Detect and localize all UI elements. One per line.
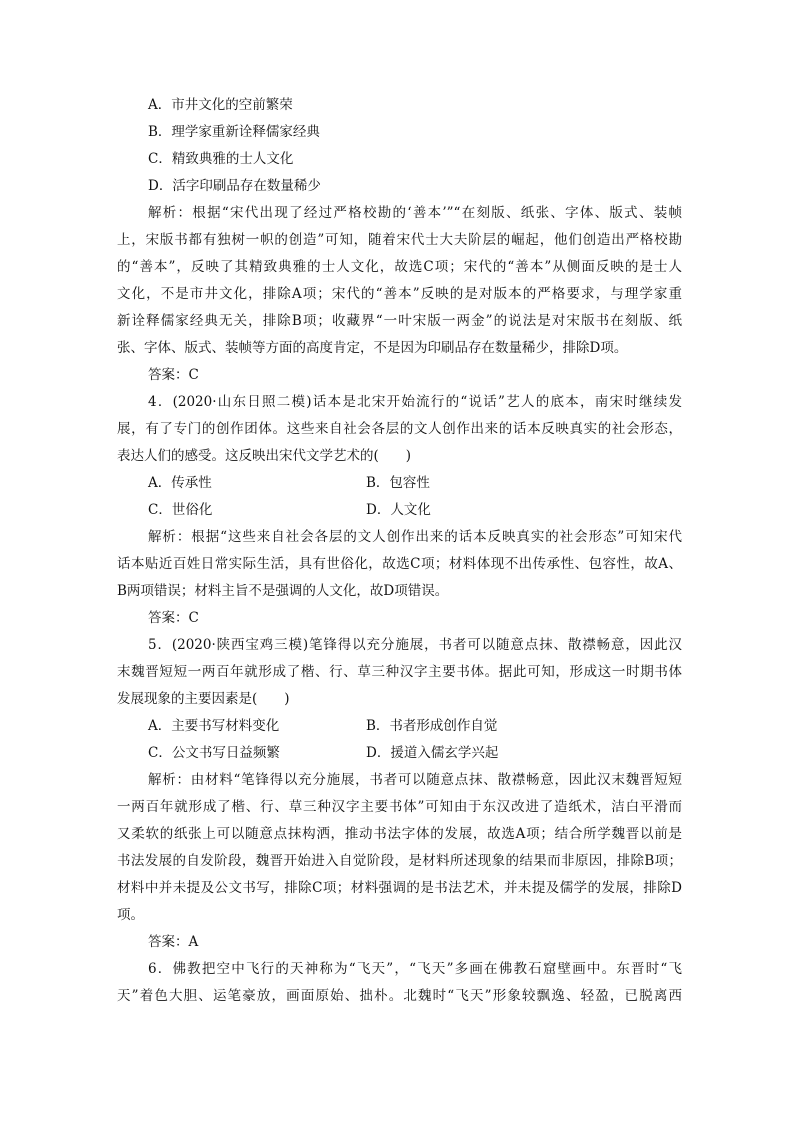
analysis-line: 项。 [117,907,144,923]
stem-line: 发展现象的主要因素是( ) [117,691,290,707]
analysis-line: 文化，不是市井文化，排除A项；宋代的“善本”反映的是对版本的严格要求，与理学家重 [117,286,682,302]
q4-answer: 答案：C [148,610,199,626]
q4-option-b: B．包容性 [366,475,430,491]
stem-line: 天”着色大胆、运笔豪放，画面原始、拙朴。北魏时“飞天”形象较飘逸、轻盈，已脱离西 [117,988,682,1004]
q5-option-b: B．书者形成创作自觉 [366,718,498,734]
analysis-line: 上，宋版书都有独树一帜的创造”可知，随着宋代士大夫阶层的崛起，他们创造出严格校勘 [117,232,682,248]
analysis-line: 解析：根据“宋代出现了经过严格校勘的‘善本’”“在刻版、纸张、字体、版式、装帧 [148,205,682,221]
analysis-line: 的“善本”，反映了其精致典雅的士人文化，故选C项；宋代的“善本”从侧面反映的是士人 [117,259,682,275]
q4-analysis [117,524,682,605]
q5-analysis [117,767,682,929]
q4-stem [117,389,682,470]
q4-option-d: D．人文化 [366,502,431,518]
analysis-line: 张、字体、版式、装帧等方面的高度肯定，不是因为印刷品存在数量稀少，排除D项。 [117,340,628,356]
q4-option-a: A．传承性 [148,475,212,491]
q5-answer: 答案：A [148,934,199,950]
q5-options-row-1 [117,713,682,740]
analysis-line: 解析：由材料“笔锋得以充分施展，书者可以随意点抹、散襟畅意，因此汉末魏晋短短 [148,772,682,788]
stem-line: 4．(2020·山东日照二模)话本是北宋开始流行的“说话”艺人的底本，南宋时继续发 [148,394,682,410]
analysis-line: 又柔软的纸张上可以随意点抹构洒，推动书法字体的发展，故选A项；结合所学魏晋以前是 [117,826,682,842]
q5-option-c: C．公文书写日益频繁 [148,745,280,761]
q5-option-d: D．援道入儒玄学兴起 [366,745,499,761]
document-page [117,92,682,1010]
stem-line: 展，有了专门的创作团体。这些来自社会各层的文人创作出来的话本反映真实的社会形态， [117,421,682,437]
q3-option-d: D．活字印刷品存在数量稀少 [148,178,321,194]
q6-stem [117,956,682,1010]
q3-options [117,92,682,200]
analysis-line: 新诠释儒家经典无关，排除B项；收藏界“一叶宋版一两金”的说法是对宋版书在刻版、纸 [117,313,682,329]
analysis-line: 书法发展的自发阶段，魏晋开始进入自觉阶段，是材料所述现象的结果而非原因，排除B项； [117,853,682,869]
q5-options-row-2 [117,740,682,767]
stem-line: 末魏晋短短一两百年就形成了楷、行、草三种汉字主要书体。据此可知，形成这一时期书体 [117,664,682,680]
q3-analysis [117,200,682,362]
q3-option-b: B．理学家重新诠释儒家经典 [148,124,320,140]
q3-option-c: C．精致典雅的士人文化 [148,151,294,167]
q3-answer: 答案：C [148,367,199,383]
q5-stem [117,632,682,713]
q4-options-row-2 [117,497,682,524]
stem-line: 6．佛教把空中飞行的天神称为“飞天”，“飞天”多画在佛教石窟壁画中。东晋时“飞 [148,961,682,977]
q5-option-a: A．主要书写材料变化 [148,718,280,734]
q4-option-c: C．世俗化 [148,502,213,518]
q3-option-a: A．市井文化的空前繁荣 [148,97,293,113]
analysis-line: 解析：根据“这些来自社会各层的文人创作出来的话本反映真实的社会形态”可知宋代 [148,529,682,545]
analysis-line: 话本贴近百姓日常实际生活，具有世俗化，故选C项；材料体现不出传承性、包容性，故A、 [117,556,682,572]
stem-line: 5．(2020·陕西宝鸡三模)笔锋得以充分施展，书者可以随意点抹、散襟畅意，因此汉 [148,637,682,653]
analysis-line: 一两百年就形成了楷、行、草三种汉字主要书体”可知由于东汉改进了造纸术，洁白平滑而 [117,799,682,815]
analysis-line: 材料中并未提及公文书写，排除C项；材料强调的是书法艺术，并未提及儒学的发展，排除D [117,880,682,896]
analysis-line: B两项错误；材料主旨不是强调的人文化，故D项错误。 [117,583,449,599]
q4-options-row-1 [117,470,682,497]
stem-line: 表达人们的感受。这反映出宋代文学艺术的( ) [117,448,412,464]
